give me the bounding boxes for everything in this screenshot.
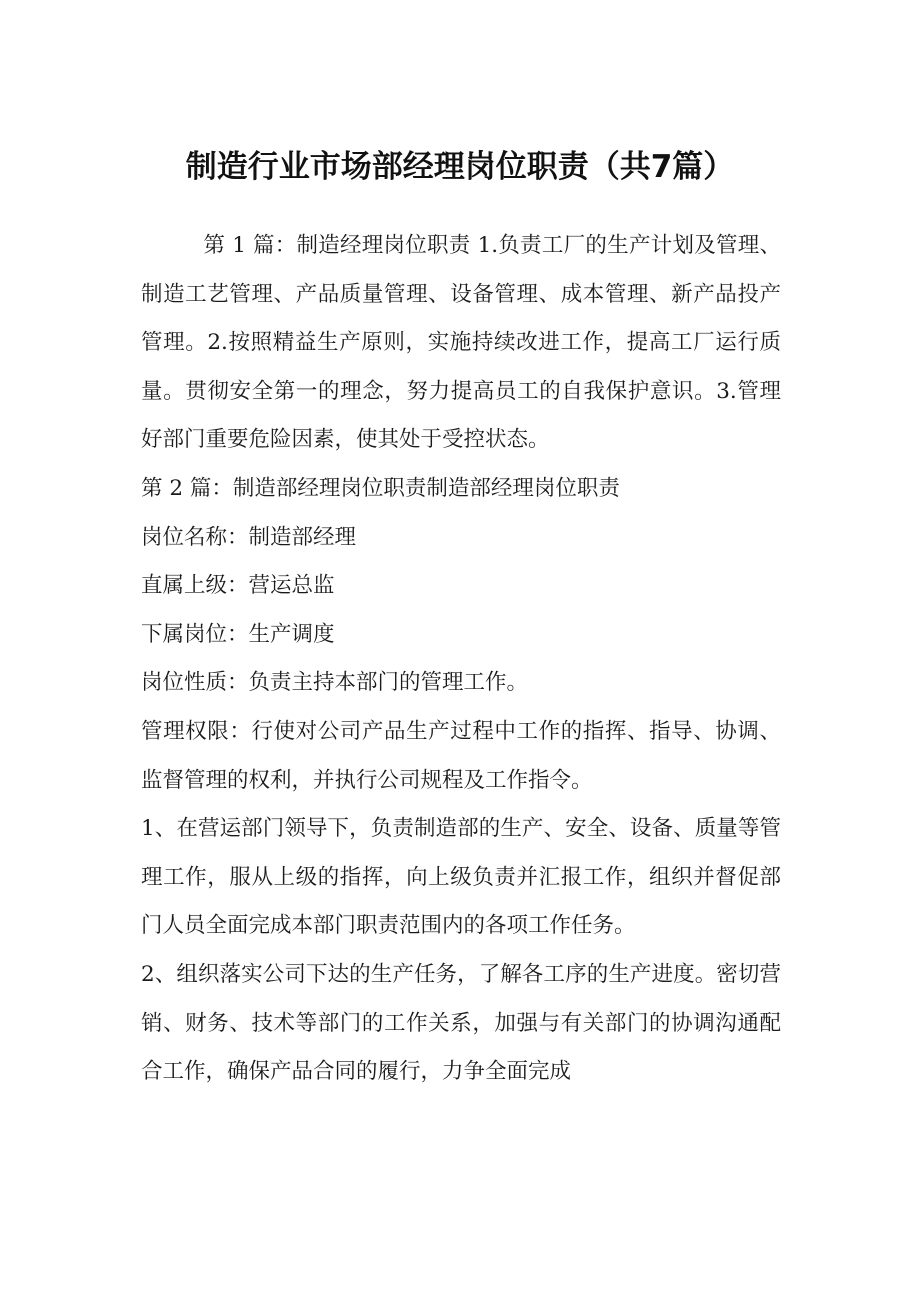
paragraph-1: 第 1 篇：制造经理岗位职责 1.负责工厂的生产计划及管理、制造工艺管理、产品质量管理、设备管理、成本管理、新产品投产管理。2.按照精益生产原则，实施持续改进工作，提高工厂运行质量。贯彻安全第一的理念，努力提高员工的自我保护意识。3.管理好部门重要危险因素，使其处于受控状态。	[141, 233, 781, 453]
document-title: 制造行业市场部经理岗位职责（共7篇）	[185, 149, 735, 185]
paragraph-5: 下属岗位：生产调度	[141, 621, 335, 647]
paragraph-3: 岗位名称：制造部经理	[141, 524, 357, 550]
paragraph-9: 2、组织落实公司下达的生产任务，了解各工序的生产进度。密切营销、财务、技术等部门的工作关系，加强与有关部门的协调沟通配合工作，确保产品合同的履行，力争全面完成	[141, 961, 781, 1085]
paragraph-2: 第 2 篇：制造部经理岗位职责制造部经理岗位职责	[141, 475, 620, 501]
paragraph-6: 岗位性质：负责主持本部门的管理工作。	[141, 670, 529, 696]
paragraph-4: 直属上级：营运总监	[141, 573, 335, 599]
paragraph-7: 管理权限：行使对公司产品生产过程中工作的指挥、指导、协调、监督管理的权利，并执行公司规程及工作指令。	[141, 718, 781, 793]
document-body	[141, 222, 781, 1097]
paragraph-8: 1、在营运部门领导下，负责制造部的生产、安全、设备、质量等管理工作，服从上级的指挥，向上级负责并汇报工作，组织并督促部门人员全面完成本部门职责范围内的各项工作任务。	[141, 816, 781, 939]
